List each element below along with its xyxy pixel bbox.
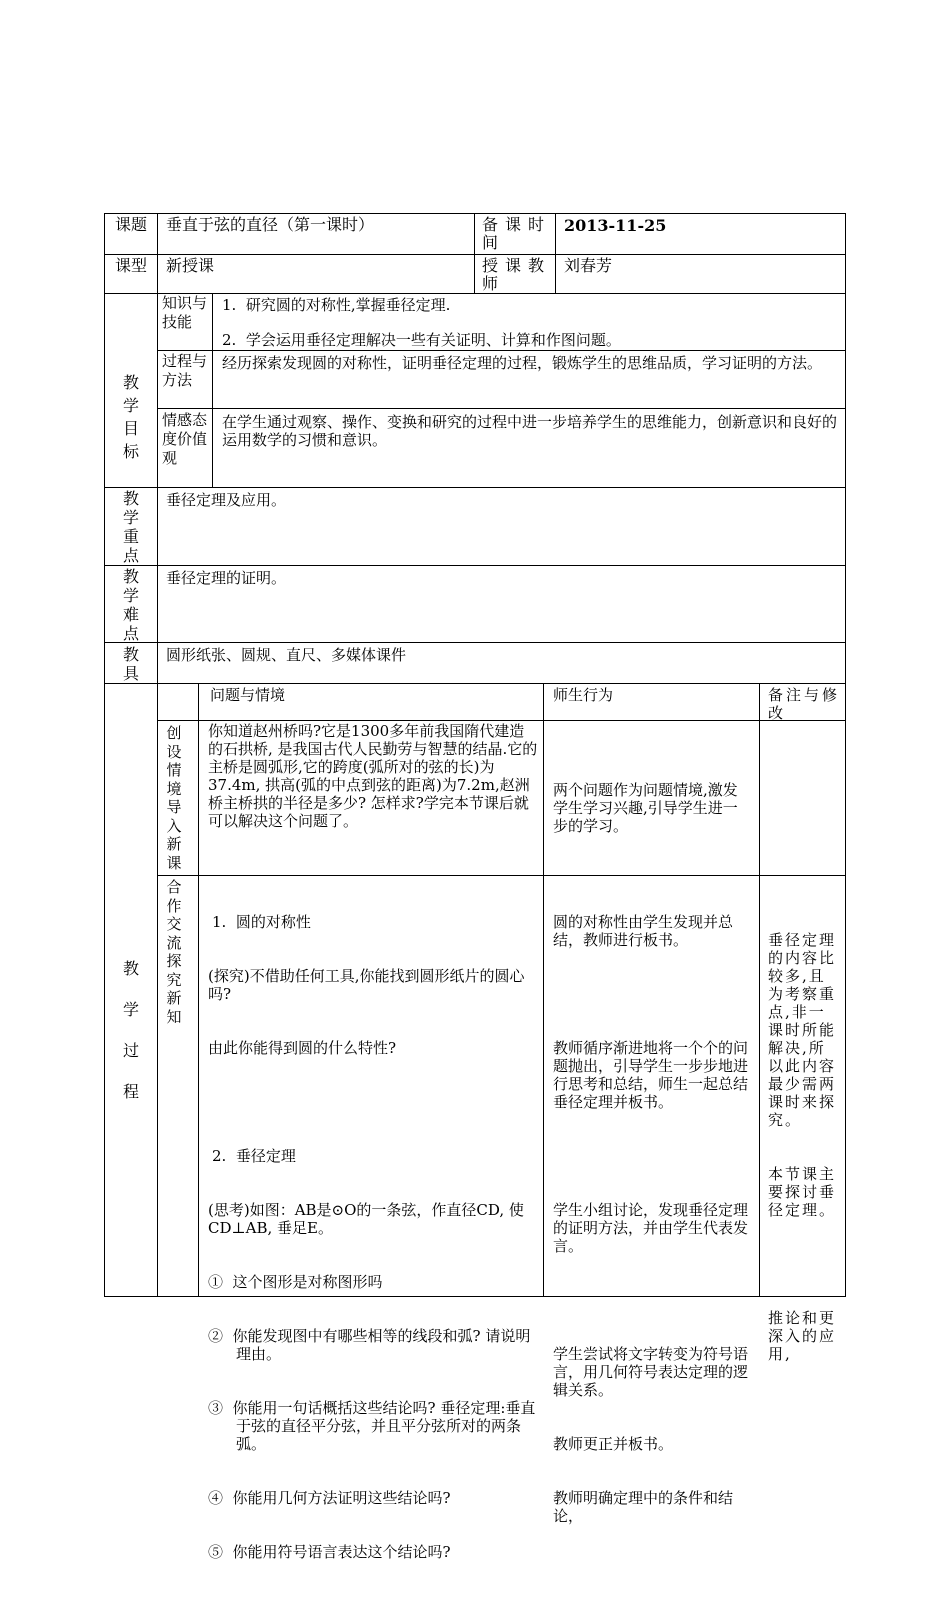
col-divider [759, 683, 760, 1297]
topic-label: 课题 [115, 215, 148, 234]
key-point-text: 垂径定理及应用。 [166, 491, 287, 509]
notes-paragraph: 垂径定理的内容比较多,且为考察重点,非一课时所能解决,所以此内容最少需两课时来探究。 [768, 931, 837, 1129]
process-method-label: 过程与方法 [162, 352, 208, 389]
col-divider [543, 683, 544, 1297]
row-divider [157, 408, 846, 409]
difficulty-label: 教学难点 [122, 567, 139, 643]
situation-line: ① 这个图形是对称图形吗 [208, 1273, 383, 1291]
col-divider [198, 683, 199, 1297]
row-divider [157, 720, 846, 721]
knowledge-item-1: 1. 研究圆的对称性,掌握垂径定理. [222, 296, 451, 314]
situation-line: (探究)不借助任何工具,你能找到圆形纸片的圆心吗? [208, 967, 525, 1003]
row-divider [104, 642, 846, 643]
row-divider [104, 254, 846, 255]
process-method-text: 经历探索发现圆的对称性，证明垂径定理的过程，锻炼学生的思维品质，学习证明的方法。 [222, 354, 823, 372]
stage2-behavior [553, 877, 749, 1561]
behavior-paragraph: 学生尝试将文字转变为符号语言，用几何符号表达定理的逻辑关系。 [553, 1345, 749, 1399]
type-label: 课型 [115, 256, 148, 275]
situation-line: 由此你能得到圆的什么特性? [208, 1039, 397, 1057]
table-border-top [104, 213, 846, 214]
prep-time-label: 备课时间 [482, 215, 552, 252]
row-divider [157, 875, 846, 876]
stage1-label: 创设情境导入新课 [166, 724, 182, 872]
situation-line: ③ 你能用一句话概括这些结论吗? 垂径定理:垂直于弦的直径平分弦，并且平分弦所对的两条弧。 [208, 1399, 536, 1453]
situation-line [208, 1093, 538, 1111]
knowledge-label: 知识与技能 [162, 294, 208, 331]
situation-line: 2. 垂径定理 [212, 1147, 296, 1165]
teacher-label: 授课教师 [482, 256, 552, 293]
situation-line: 1. 圆的对称性 [212, 913, 311, 931]
stage2-label: 合作交流探究新知 [166, 878, 182, 1026]
knowledge-item-2: 2. 学会运用垂径定理解决一些有关证明、计算和作图问题。 [222, 331, 621, 349]
behavior-paragraph: 教师循序渐进地将一个个的问题抛出，引导学生一步步地进行思考和总结，师生一起总结垂径定理并板书。 [553, 1039, 749, 1111]
row-divider [104, 565, 846, 566]
col-header-notes: 备注与修改 [768, 686, 841, 722]
behavior-paragraph: 圆的对称性由学生发现并总结，教师进行板书。 [553, 913, 734, 949]
prep-time-value: 2013-11-25 [564, 216, 667, 235]
stage2-notes [768, 895, 840, 1399]
situation-line: ④ 你能用几何方法证明这些结论吗? [208, 1489, 451, 1507]
key-point-label: 教学重点 [122, 489, 139, 565]
difficulty-text: 垂径定理的证明。 [166, 569, 287, 587]
emotion-text: 在学生通过观察、操作、变换和研究的过程中进一步培养学生的思维能力，创新意识和良好的运用数学的习惯和意识。 [222, 413, 838, 449]
emotion-label: 情感态度价值观 [162, 411, 208, 467]
stage1-behavior: 两个问题作为问题情境,激发学生学习兴趣,引导学生进一步的学习。 [553, 781, 738, 835]
notes-paragraph: 推论和更深入的应用, [768, 1309, 837, 1363]
table-border-right [845, 213, 846, 1297]
situation-line: ⑤ 你能用符号语言表达这个结论吗? [208, 1543, 451, 1561]
situation-line: ② 你能发现图中有哪些相等的线段和弧? 请说明理由。 [208, 1327, 531, 1363]
table-border-left [104, 213, 105, 1297]
stage2-situation [208, 877, 538, 1597]
stage1-situation: 你知道赵州桥吗?它是1300多年前我国隋代建造的石拱桥, 是我国古代人民勤劳与智慧的结晶.它的主桥是圆弧形,它的跨度(弧所对的弦的长)为37.4m, 拱高(弧的中点到弦的距离)为7.2m,赵洲桥主桥拱的半径是多少? 怎样求?学完本节课后就可以解决这个问题了。 [208, 722, 538, 830]
topic-value: 垂直于弦的直径（第一课时） [166, 215, 375, 234]
row-divider [157, 350, 846, 351]
goals-label: 教学目标 [122, 373, 139, 461]
row-divider [104, 683, 846, 684]
process-label: 教学过程 [122, 959, 139, 1101]
behavior-paragraph: 教师明确定理中的条件和结论， [553, 1489, 734, 1525]
behavior-paragraph: 学生小组讨论，发现垂径定理的证明方法，并由学生代表发言。 [553, 1201, 749, 1255]
col-divider [212, 293, 213, 488]
tools-label: 教具 [122, 645, 139, 683]
behavior-paragraph: 教师更正并板书。 [553, 1435, 674, 1453]
col-divider [474, 213, 475, 294]
col-divider [157, 213, 158, 1297]
col-header-situation: 问题与情境 [210, 686, 286, 704]
col-divider [555, 213, 556, 294]
row-divider [104, 487, 846, 488]
tools-text: 圆形纸张、圆规、直尺、多媒体课件 [166, 646, 407, 664]
type-value: 新授课 [166, 256, 215, 275]
notes-paragraph: 本节课主要探讨垂径定理。 [768, 1165, 837, 1219]
teacher-value: 刘春芳 [564, 256, 613, 275]
row-divider [104, 293, 846, 294]
col-header-behavior: 师生行为 [553, 686, 614, 704]
situation-line: (思考)如图：AB是⊙O的一条弦，作直径CD, 使CD⊥AB, 垂足E。 [208, 1201, 524, 1237]
